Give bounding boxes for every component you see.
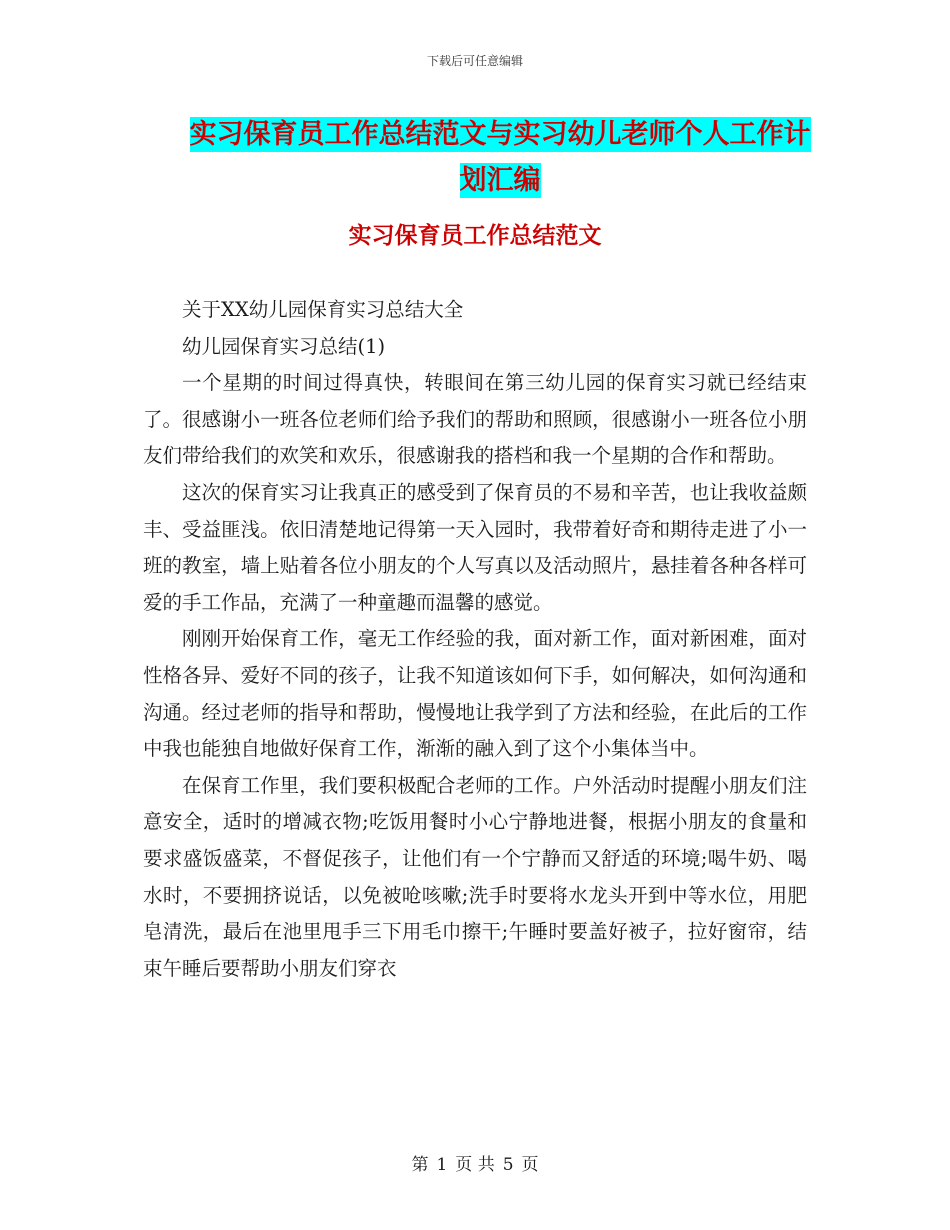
- paragraph: 这次的保育实习让我真正的感受到了保育员的不易和辛苦，也让我收益颇丰、受益匪浅。依旧清楚地记得第一天入园时，我带着好奇和期待走进了小一班的教室，墙上贴着各位小朋友的个人写真以及活动照片，悬挂着各种各样可爱的手工作品，充满了一种童趣而温馨的感觉。: [143, 480, 807, 614]
- page-number: 1: [436, 1155, 448, 1175]
- paragraph: 一个星期的时间过得真快，转眼间在第三幼儿园的保育实习就已经结束了。很感谢小一班各位老师们给予我们的帮助和照顾，很感谢小一班各位小朋友们带给我们的欢笑和欢乐，很感谢我的搭档和我一个星期的合作和帮助。: [143, 371, 807, 468]
- document-body: [143, 292, 807, 987]
- section-title: 实习保育员工作总结范文: [348, 223, 602, 249]
- footer-middle: 页 共: [455, 1155, 495, 1175]
- page-total: 5: [502, 1155, 514, 1175]
- footer-suffix: 页: [521, 1155, 539, 1175]
- paragraph: 幼儿园保育实习总结(1): [182, 334, 386, 358]
- footer-prefix: 第: [411, 1155, 429, 1175]
- document-title: [150, 112, 850, 204]
- title-line-1: 实习保育员工作总结范文与实习幼儿老师个人工作计: [189, 119, 811, 150]
- paragraph: 刚刚开始保育工作，毫无工作经验的我，面对新工作，面对新困难，面对性格各异、爱好不同的孩子，让我不知道该如何下手，如何解决，如何沟通和沟通。经过老师的指导和帮助，慢慢地让我学到了方法和经验，在此后的工作中我也能独自地做好保育工作，渐渐的融入到了这个小集体当中。: [143, 627, 807, 761]
- title-line-2: 划汇编: [459, 165, 541, 196]
- page-footer: [0, 1153, 950, 1177]
- paragraph: 在保育工作里，我们要积极配合老师的工作。户外活动时提醒小朋友们注意安全，适时的增减衣物;吃饭用餐时小心宁静地进餐，根据小朋友的食量和要求盛饭盛菜，不督促孩子，让他们有一个宁静而又舒适的环境;喝牛奶、喝水时，不要拥挤说话，以免被呛咳嗽;洗手时要将水龙头开到中等水位，用肥皂清洗，最后在池里甩手三下用毛巾擦干;午睡时要盖好被子，拉好窗帘，结束午睡后要帮助小朋友们穿衣: [143, 773, 807, 980]
- header-note: 下载后可任意编辑: [426, 54, 523, 68]
- paragraph: 关于XX幼儿园保育实习总结大全: [182, 298, 464, 321]
